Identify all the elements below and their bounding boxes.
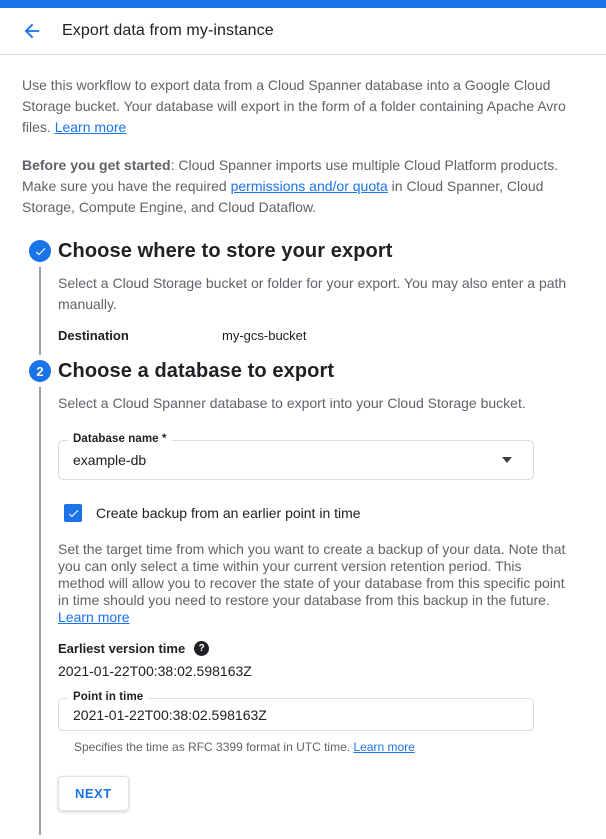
step-2-description: Select a Cloud Spanner database to export into your Cloud Storage bucket. bbox=[58, 395, 526, 411]
point-in-time-field bbox=[58, 691, 534, 731]
step-1-body bbox=[58, 239, 570, 359]
intro-learn-more-link[interactable]: Learn more bbox=[54, 119, 127, 135]
step-2-body bbox=[58, 359, 570, 839]
step-2 bbox=[22, 359, 570, 839]
step-1-description: Select a Cloud Storage bucket or folder for your export. You may also enter a path manually. bbox=[58, 275, 567, 312]
backup-description-text: Set the target time from which you want to create a backup of your data. Note that you can only select a time within your current version retention period. This method will allow you to recover the state of your database from this specific point in time should you need to restore your database from this backup in the future. bbox=[58, 541, 566, 608]
step-1-completed-check-icon bbox=[29, 240, 51, 262]
database-name-label: Database name * bbox=[68, 433, 172, 445]
arrow-back-icon bbox=[21, 20, 43, 42]
page-header bbox=[0, 8, 606, 55]
helper-learn-more-link[interactable]: Learn more bbox=[353, 740, 415, 754]
step-1 bbox=[22, 239, 570, 359]
backup-learn-more-link[interactable]: Learn more bbox=[58, 609, 130, 625]
stepper-connector-line bbox=[39, 387, 41, 835]
permissions-quota-link[interactable]: permissions and/or quota bbox=[230, 178, 388, 194]
backup-description bbox=[58, 541, 570, 626]
destination-value: my-gcs-bucket bbox=[222, 328, 307, 343]
database-name-value: example-db bbox=[73, 452, 147, 468]
stepper-connector-line bbox=[39, 267, 41, 355]
before-started-paragraph bbox=[22, 155, 570, 218]
main-content bbox=[0, 55, 606, 839]
before-started-text: : Cloud Spanner imports use multiple Cloud Platform products. Make sure you have the required bbox=[22, 157, 559, 194]
step-2-number-badge: 2 bbox=[29, 360, 51, 382]
step-2-title: Choose a database to export bbox=[58, 360, 335, 382]
database-name-select[interactable] bbox=[58, 433, 534, 480]
destination-row bbox=[58, 328, 570, 359]
back-button[interactable] bbox=[20, 19, 44, 43]
earliest-version-time-label: Earliest version time bbox=[58, 641, 186, 656]
create-backup-checkbox-row[interactable] bbox=[58, 504, 570, 522]
page-title: Export data from my-instance bbox=[62, 22, 274, 39]
intro-text: Use this workflow to export data from a Cloud Spanner database into a Google Cloud Storage bucket. Your database will export in the form of a folder containing Apache Avro files. bbox=[22, 77, 566, 135]
earliest-version-time-value: 2021-01-22T00:38:02.598163Z bbox=[58, 663, 252, 679]
dropdown-caret-icon bbox=[502, 457, 512, 463]
intro-paragraph bbox=[22, 75, 570, 138]
checked-checkbox-icon[interactable] bbox=[64, 504, 82, 522]
step-1-rail bbox=[22, 239, 58, 359]
helper-text: Specifies the time as RFC 3399 format in UTC time. bbox=[74, 740, 354, 754]
step-1-title: Choose where to store your export bbox=[58, 240, 393, 262]
create-backup-checkbox-label: Create backup from an earlier point in time bbox=[96, 505, 361, 521]
step-2-rail bbox=[22, 359, 58, 839]
before-started-bold: Before you get started bbox=[22, 157, 171, 173]
point-in-time-helper bbox=[58, 740, 570, 754]
top-accent-bar bbox=[0, 0, 606, 8]
point-in-time-label: Point in time bbox=[68, 691, 148, 703]
help-icon[interactable]: ? bbox=[194, 641, 209, 656]
destination-label: Destination bbox=[58, 328, 129, 343]
before-started-text-end: in Cloud Spanner, Cloud Storage, Compute Engine, and Cloud Dataflow. bbox=[22, 178, 544, 215]
point-in-time-input[interactable] bbox=[59, 699, 533, 730]
next-button[interactable]: NEXT bbox=[58, 776, 129, 811]
earliest-version-time-row bbox=[58, 641, 570, 656]
